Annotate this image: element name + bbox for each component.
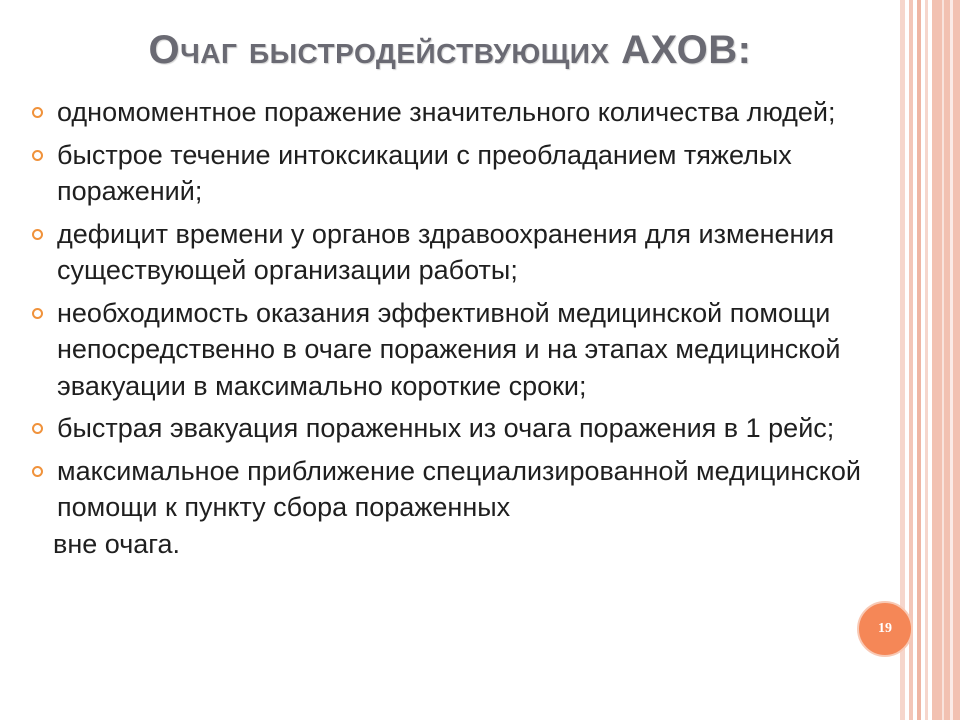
bullet-text: одномоментное поражение значительного количества людей;	[57, 97, 836, 127]
bullet-item	[30, 410, 920, 447]
edge-stripe	[950, 0, 953, 720]
bullet-item	[30, 453, 920, 563]
circle-bullet-icon	[32, 150, 43, 161]
bullet-text: дефицит времени у органов здравоохранения для изменения существующей организации работы;	[57, 218, 835, 285]
bullet-continuation-text: вне очага.	[53, 528, 181, 559]
edge-stripe	[932, 0, 960, 720]
slide-title: Очаг быстродействующих АХОВ:	[148, 28, 752, 72]
circle-bullet-icon	[32, 423, 43, 434]
bullet-text: максимальное приближение специализированной медицинской помощи к пункту сбора пораженных	[57, 455, 862, 522]
bullet-item	[30, 295, 920, 405]
bullet-list	[30, 94, 920, 568]
bullet-item	[30, 94, 920, 131]
edge-stripe	[942, 0, 944, 720]
page-number: 19	[878, 621, 892, 636]
bullet-item	[30, 137, 920, 210]
bullet-text: необходимость оказания эффективной медицинской помощи непосредственно в очаге поражения и на этапах медицинской эвакуации в максимально короткие сроки;	[57, 297, 841, 401]
circle-bullet-icon	[32, 466, 43, 477]
circle-bullet-icon	[32, 308, 43, 319]
bullet-item	[30, 216, 920, 289]
page-number-badge	[857, 601, 913, 657]
bullet-text: быстрое течение интоксикации с преобладанием тяжелых поражений;	[57, 139, 792, 206]
circle-bullet-icon	[32, 107, 43, 118]
edge-stripe	[925, 0, 928, 720]
bullet-text: быстрая эвакуация пораженных из очага поражения в 1 рейс;	[57, 413, 835, 443]
circle-bullet-icon	[32, 229, 43, 240]
